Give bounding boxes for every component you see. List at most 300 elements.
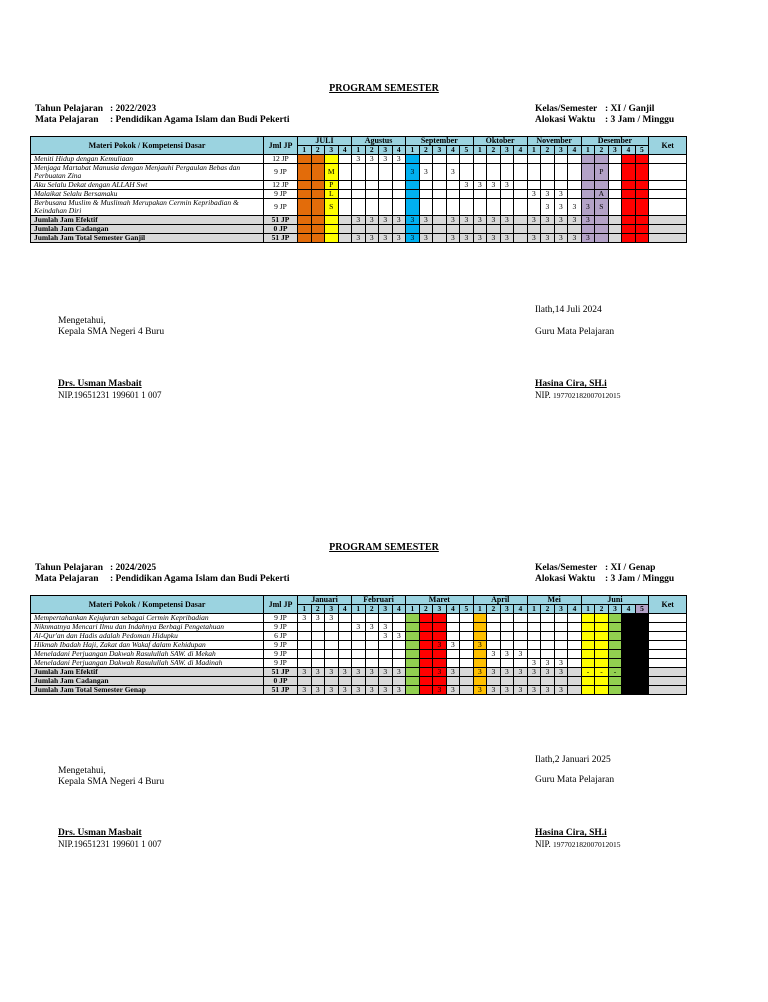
week-cell	[487, 632, 501, 641]
month-header: November	[527, 137, 581, 146]
week-cell: 3	[352, 234, 366, 243]
week-cell	[460, 668, 474, 677]
week-cell	[352, 641, 366, 650]
signature-left-ganjil	[58, 316, 164, 338]
table-row	[31, 641, 687, 650]
week-cell	[541, 181, 555, 190]
signer-left-genap	[58, 828, 162, 850]
week-cell	[311, 641, 325, 650]
week-cell	[446, 659, 460, 668]
ket-cell	[649, 650, 687, 659]
week-cell	[608, 181, 622, 190]
week-cell	[568, 181, 582, 190]
week-cell	[568, 164, 582, 181]
week-header: 2	[595, 146, 609, 155]
week-cell	[419, 650, 433, 659]
meta-left-ganjil	[35, 104, 289, 126]
mengetahui-text: Mengetahui,	[58, 316, 106, 326]
week-cell	[622, 686, 636, 695]
week-cell	[419, 614, 433, 623]
topic-cell: Meneladani Perjuangan Dakwah Rasulullah SAW. di Mekah	[31, 650, 264, 659]
week-cell: 3	[352, 686, 366, 695]
week-cell	[392, 677, 406, 686]
week-cell	[433, 225, 447, 234]
week-cell	[581, 164, 595, 181]
kepala-text: Kepala SMA Negeri 4 Buru	[58, 327, 165, 337]
topic-cell: Jumlah Jam Efektif	[31, 216, 264, 225]
week-cell	[554, 632, 568, 641]
week-cell	[541, 155, 555, 164]
week-header: 5	[460, 146, 474, 155]
week-cell: 3	[514, 686, 528, 695]
week-cell	[500, 659, 514, 668]
week-cell	[541, 623, 555, 632]
week-cell: 3	[473, 181, 487, 190]
week-cell	[622, 677, 636, 686]
week-cell	[352, 659, 366, 668]
week-cell: 3	[541, 668, 555, 677]
week-cell	[392, 614, 406, 623]
week-cell	[365, 199, 379, 216]
topic-cell: Meneladani Perjuangan Dakwah Rasulullah SAW. di Madinah	[31, 659, 264, 668]
summary-row	[31, 668, 687, 677]
week-cell	[608, 234, 622, 243]
week-cell	[581, 641, 595, 650]
week-cell	[541, 650, 555, 659]
week-header: 2	[487, 146, 501, 155]
week-cell	[541, 614, 555, 623]
ket-header: Ket	[649, 137, 687, 155]
week-cell	[608, 641, 622, 650]
jp-cell: 6 JP	[264, 632, 298, 641]
week-cell: 3	[554, 686, 568, 695]
kelas-value: : XI / Ganjil	[605, 104, 655, 114]
week-cell: M	[325, 164, 339, 181]
table-row	[31, 199, 687, 216]
week-cell: 3	[541, 216, 555, 225]
week-cell	[608, 659, 622, 668]
week-cell	[514, 225, 528, 234]
month-header: Januari	[298, 596, 352, 605]
signer-name-left: Drs. Usman Masbait	[58, 828, 142, 838]
week-cell	[392, 623, 406, 632]
week-cell	[433, 190, 447, 199]
week-cell	[514, 190, 528, 199]
week-cell	[406, 623, 420, 632]
week-cell	[352, 164, 366, 181]
week-cell	[635, 164, 649, 181]
week-cell	[635, 623, 649, 632]
summary-row	[31, 686, 687, 695]
topic-cell: Berbusana Muslim & Muslimah Merupakan Cermin Kepribadian & Keindahan Diri	[31, 199, 264, 216]
week-cell	[473, 164, 487, 181]
week-cell: S	[595, 199, 609, 216]
week-cell	[514, 659, 528, 668]
jp-cell: 51 JP	[264, 686, 298, 695]
week-header: 1	[298, 146, 312, 155]
week-cell	[406, 632, 420, 641]
week-cell	[446, 155, 460, 164]
week-cell	[460, 155, 474, 164]
table-row	[31, 623, 687, 632]
week-header: 3	[554, 146, 568, 155]
week-header: 1	[298, 605, 312, 614]
week-cell	[325, 641, 339, 650]
week-cell	[419, 199, 433, 216]
week-cell	[446, 199, 460, 216]
week-header: 1	[473, 605, 487, 614]
week-cell: 3	[352, 216, 366, 225]
week-cell	[473, 225, 487, 234]
week-cell: 3	[352, 155, 366, 164]
week-cell	[446, 632, 460, 641]
week-header: 4	[622, 146, 636, 155]
week-cell	[554, 164, 568, 181]
week-header: 4	[446, 146, 460, 155]
week-cell	[406, 677, 420, 686]
jp-cell: 9 JP	[264, 641, 298, 650]
week-cell: 3	[487, 668, 501, 677]
week-cell	[298, 677, 312, 686]
week-header: 4	[514, 605, 528, 614]
week-cell: P	[325, 181, 339, 190]
week-cell	[568, 686, 582, 695]
week-cell	[338, 677, 352, 686]
week-cell	[500, 225, 514, 234]
week-cell: L	[325, 190, 339, 199]
week-cell: 3	[527, 216, 541, 225]
week-cell	[581, 659, 595, 668]
week-cell: 3	[446, 641, 460, 650]
kelas-label: Kelas/Semester	[535, 104, 598, 114]
week-cell: 3	[406, 234, 420, 243]
week-cell	[527, 623, 541, 632]
week-cell: 3	[352, 668, 366, 677]
week-cell: 3	[500, 686, 514, 695]
week-cell	[298, 650, 312, 659]
week-cell	[338, 632, 352, 641]
week-cell: 3	[433, 668, 447, 677]
week-cell: 3	[433, 641, 447, 650]
week-cell: 3	[298, 686, 312, 695]
month-header: Februari	[352, 596, 406, 605]
week-cell	[581, 181, 595, 190]
week-cell: 3	[392, 668, 406, 677]
topic-cell: Al-Qur'an dan Hadis adalah Pedoman Hidupku	[31, 632, 264, 641]
month-header: Maret	[406, 596, 474, 605]
week-cell	[473, 190, 487, 199]
week-cell: 3	[365, 686, 379, 695]
ket-cell	[649, 234, 687, 243]
week-cell	[595, 677, 609, 686]
topic-cell: Jumlah Jam Total Semester Genap	[31, 686, 264, 695]
week-cell: 3	[406, 164, 420, 181]
ket-cell	[649, 614, 687, 623]
week-cell	[392, 225, 406, 234]
signature-left-genap	[58, 766, 164, 788]
week-cell	[487, 199, 501, 216]
week-cell	[635, 155, 649, 164]
week-cell	[338, 234, 352, 243]
week-cell	[419, 225, 433, 234]
week-header: 2	[541, 146, 555, 155]
week-cell	[514, 234, 528, 243]
week-cell: 3	[541, 190, 555, 199]
week-cell: 3	[527, 668, 541, 677]
week-cell	[608, 650, 622, 659]
week-cell: 3	[541, 659, 555, 668]
jp-cell: 51 JP	[264, 216, 298, 225]
week-cell	[406, 650, 420, 659]
week-cell	[311, 225, 325, 234]
week-cell	[595, 650, 609, 659]
week-cell	[541, 225, 555, 234]
week-cell: 3	[325, 668, 339, 677]
week-cell	[635, 199, 649, 216]
place-date-genap: Ilath,2 Januari 2025	[535, 755, 611, 765]
week-cell	[500, 632, 514, 641]
week-cell	[406, 614, 420, 623]
week-cell	[325, 225, 339, 234]
week-cell	[554, 623, 568, 632]
table-row	[31, 650, 687, 659]
week-cell	[406, 199, 420, 216]
week-cell: 3	[554, 668, 568, 677]
week-cell	[298, 216, 312, 225]
week-cell	[568, 659, 582, 668]
week-header: 3	[500, 605, 514, 614]
week-cell	[635, 659, 649, 668]
week-cell	[568, 650, 582, 659]
week-cell: 3	[365, 668, 379, 677]
week-cell	[622, 623, 636, 632]
week-cell	[554, 225, 568, 234]
week-header: 4	[392, 605, 406, 614]
week-cell	[487, 164, 501, 181]
week-cell	[419, 668, 433, 677]
week-cell	[527, 181, 541, 190]
week-cell	[608, 225, 622, 234]
week-cell	[622, 225, 636, 234]
week-cell	[622, 181, 636, 190]
week-cell	[460, 686, 474, 695]
signer-name-right: Hasina Cira, SH.i	[535, 379, 607, 389]
topic-cell: Meniti Hidup dengan Kemuliaan	[31, 155, 264, 164]
week-header: 3	[500, 146, 514, 155]
week-cell: 3	[446, 164, 460, 181]
week-cell	[581, 155, 595, 164]
week-cell: 3	[514, 650, 528, 659]
week-cell	[635, 641, 649, 650]
week-cell	[527, 677, 541, 686]
week-cell	[419, 686, 433, 695]
week-cell	[460, 190, 474, 199]
week-header: 3	[325, 146, 339, 155]
week-cell	[514, 155, 528, 164]
week-cell: 3	[392, 216, 406, 225]
week-cell: 3	[473, 216, 487, 225]
week-cell	[311, 164, 325, 181]
week-cell	[325, 659, 339, 668]
week-cell	[298, 225, 312, 234]
week-cell	[338, 216, 352, 225]
week-cell	[298, 164, 312, 181]
week-cell	[514, 164, 528, 181]
week-cell	[352, 677, 366, 686]
week-cell: 3	[379, 234, 393, 243]
week-cell	[500, 164, 514, 181]
week-cell: A	[595, 190, 609, 199]
week-cell	[487, 641, 501, 650]
week-cell	[419, 641, 433, 650]
week-cell	[581, 623, 595, 632]
ket-cell	[649, 668, 687, 677]
week-cell	[379, 650, 393, 659]
week-cell	[487, 659, 501, 668]
week-cell	[433, 677, 447, 686]
topic-cell: Aku Selalu Dekat dengan ALLAH Swt	[31, 181, 264, 190]
week-cell: 3	[500, 181, 514, 190]
week-cell	[568, 677, 582, 686]
week-cell	[325, 155, 339, 164]
week-cell: 3	[581, 234, 595, 243]
week-cell	[514, 677, 528, 686]
week-cell	[554, 181, 568, 190]
month-header: September	[406, 137, 474, 146]
semester-genap-title: PROGRAM SEMESTER	[329, 542, 439, 553]
week-header: 3	[554, 605, 568, 614]
week-cell	[338, 659, 352, 668]
week-cell	[514, 216, 528, 225]
week-header: 4	[446, 605, 460, 614]
week-cell	[460, 225, 474, 234]
signer-left-ganjil	[58, 379, 162, 401]
week-cell	[581, 614, 595, 623]
signer-right-ganjil	[535, 379, 621, 401]
guru-text-ganjil: Guru Mata Pelajaran	[535, 327, 615, 337]
week-header: 3	[325, 605, 339, 614]
week-cell	[460, 650, 474, 659]
week-cell: 3	[500, 668, 514, 677]
week-cell	[460, 623, 474, 632]
week-cell	[446, 181, 460, 190]
jp-cell: 9 JP	[264, 199, 298, 216]
week-cell	[622, 155, 636, 164]
week-cell	[338, 164, 352, 181]
week-cell	[460, 632, 474, 641]
week-cell	[527, 164, 541, 181]
week-cell	[635, 614, 649, 623]
week-cell: 3	[568, 216, 582, 225]
week-cell	[460, 164, 474, 181]
week-cell	[487, 623, 501, 632]
week-header: 2	[419, 146, 433, 155]
week-cell: 3	[500, 234, 514, 243]
week-cell	[622, 216, 636, 225]
week-cell	[379, 677, 393, 686]
topic-cell: Malaikat Selalu Bersamaku	[31, 190, 264, 199]
week-cell	[365, 225, 379, 234]
kelas-value: : XI / Genap	[605, 563, 656, 573]
week-cell	[460, 641, 474, 650]
month-header-row	[31, 137, 687, 146]
materi-header: Materi Pokok / Kompetensi Dasar	[31, 137, 264, 155]
week-cell	[325, 623, 339, 632]
mapel-value: : Pendidikan Agama Islam dan Budi Pekerti	[110, 574, 290, 584]
week-cell	[325, 632, 339, 641]
week-cell	[554, 677, 568, 686]
week-cell	[392, 641, 406, 650]
week-cell	[622, 668, 636, 677]
week-cell	[568, 190, 582, 199]
week-cell	[541, 164, 555, 181]
week-cell: 3	[527, 234, 541, 243]
week-cell	[608, 623, 622, 632]
week-cell: 3	[379, 668, 393, 677]
table-row	[31, 632, 687, 641]
week-cell	[352, 632, 366, 641]
week-cell: 3	[365, 216, 379, 225]
topic-cell: Mempertahankan Kejujuran sebagai Cermin Kepribadian	[31, 614, 264, 623]
week-cell	[500, 614, 514, 623]
topic-cell: Jumlah Jam Total Semester Ganjil	[31, 234, 264, 243]
week-cell	[500, 190, 514, 199]
week-cell	[338, 623, 352, 632]
week-header: 2	[311, 605, 325, 614]
meta-right-ganjil	[535, 104, 674, 126]
week-cell	[487, 677, 501, 686]
week-cell	[541, 677, 555, 686]
mapel-label: Mata Pelajaran	[35, 115, 99, 125]
signer-nip-right	[535, 390, 621, 401]
alokasi-label: Alokasi Waktu	[535, 574, 596, 584]
week-cell	[635, 225, 649, 234]
week-cell: 3	[460, 234, 474, 243]
mapel-label: Mata Pelajaran	[35, 574, 99, 584]
week-cell	[325, 216, 339, 225]
week-cell	[473, 199, 487, 216]
week-header: 1	[406, 146, 420, 155]
week-cell: 3	[379, 686, 393, 695]
week-cell	[568, 623, 582, 632]
week-cell	[622, 659, 636, 668]
week-cell	[352, 650, 366, 659]
week-cell	[568, 632, 582, 641]
jp-cell: 51 JP	[264, 668, 298, 677]
week-cell	[622, 632, 636, 641]
week-cell: 3	[500, 650, 514, 659]
week-cell	[365, 632, 379, 641]
tahun-value: : 2022/2023	[110, 104, 157, 114]
week-header: 3	[433, 605, 447, 614]
jp-cell: 9 JP	[264, 650, 298, 659]
month-header: JULI	[298, 137, 352, 146]
week-cell: 3	[581, 199, 595, 216]
week-cell	[487, 225, 501, 234]
week-cell	[635, 190, 649, 199]
jml-jp-header: Jml JP	[264, 596, 298, 614]
week-cell	[473, 623, 487, 632]
week-cell: 3	[392, 234, 406, 243]
week-cell: 3	[446, 234, 460, 243]
week-cell	[622, 234, 636, 243]
ket-cell	[649, 164, 687, 181]
week-cell	[338, 614, 352, 623]
week-cell	[514, 632, 528, 641]
week-cell	[473, 614, 487, 623]
signer-name-left: Drs. Usman Masbait	[58, 379, 142, 389]
jp-cell: 0 JP	[264, 677, 298, 686]
